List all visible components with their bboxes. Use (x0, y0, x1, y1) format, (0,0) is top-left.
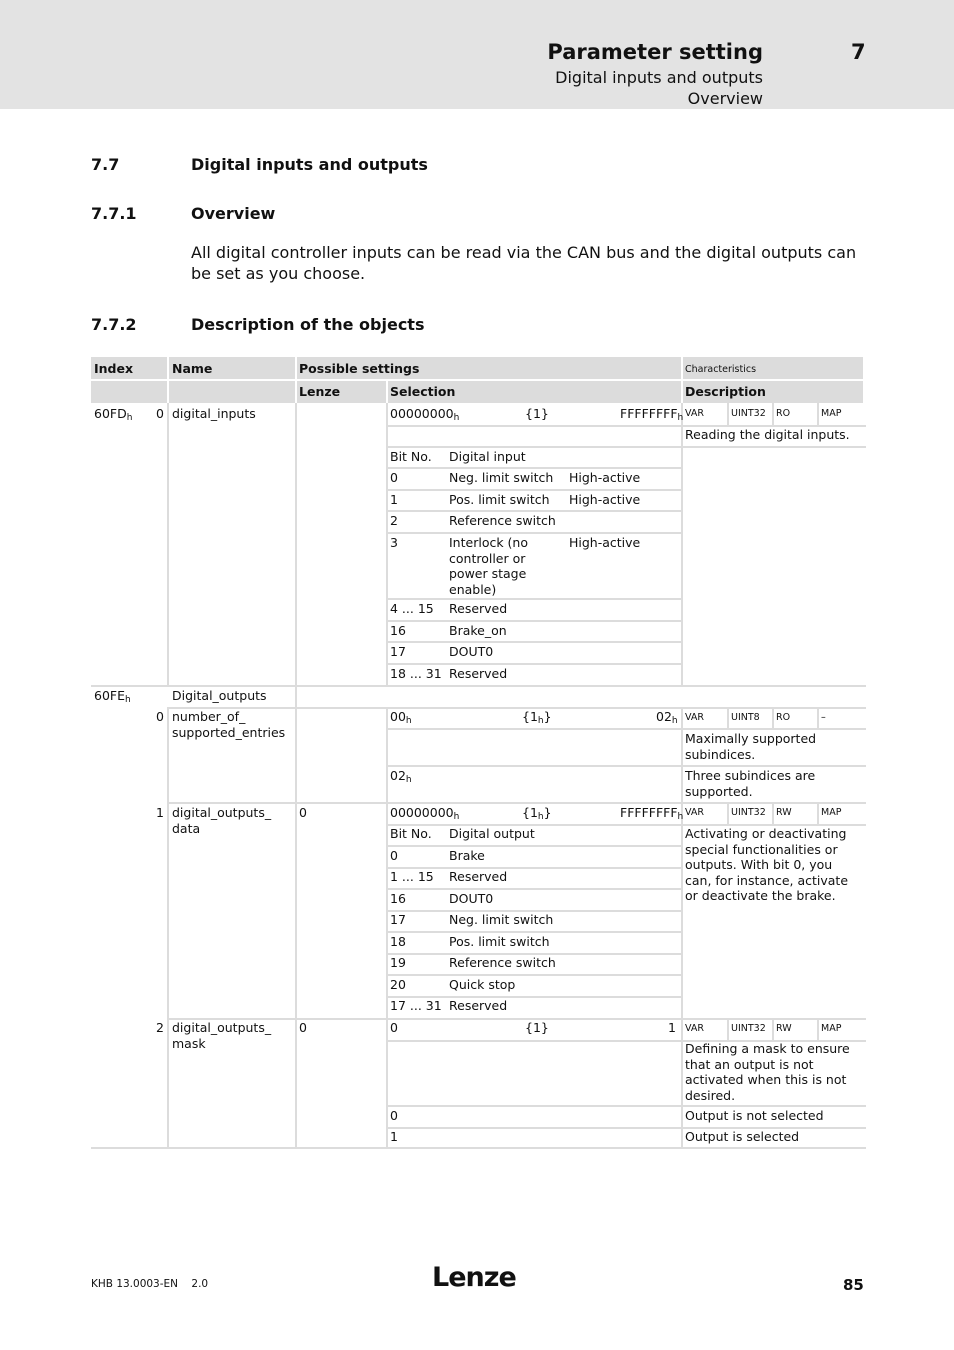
header-subtitle-1: Digital inputs and outputs (555, 68, 763, 87)
char-map: MAP (821, 408, 842, 419)
subsection-title: Description of the objects (191, 315, 425, 334)
selection-value: 1 (390, 1129, 398, 1144)
divider (91, 379, 863, 381)
object-name: digital_outputs_ data (172, 805, 272, 836)
row-divider (386, 446, 866, 448)
selection-max: $02_h$ (656, 709, 678, 726)
bit-number: 4 ... 15 (390, 601, 434, 616)
row-divider (386, 620, 683, 622)
bit-number: 18 ... 31 (390, 666, 442, 681)
row-divider (386, 663, 683, 665)
subsection-title: Overview (191, 204, 276, 223)
col-divider (295, 707, 297, 1148)
bit-number: 0 (390, 848, 398, 863)
description: Defining a mask to ensure that an output is not activated when this is not desired. (685, 1041, 850, 1103)
chapter-number: 7 (851, 40, 866, 64)
char-divider (772, 1018, 774, 1040)
index-60fd: $60FD_h$ (94, 406, 133, 423)
object-name: digital_inputs (172, 406, 256, 421)
char-access: RW (776, 1023, 792, 1034)
section-number: 7.7 (91, 155, 120, 174)
bit-meaning: Quick stop (449, 977, 516, 992)
row-divider (386, 598, 683, 600)
bit-number: 16 (390, 891, 406, 906)
row-divider (386, 489, 683, 491)
bit-header-no: Bit No. (390, 826, 432, 841)
bit-number: 17 ... 31 (390, 998, 442, 1013)
char-type: VAR (685, 712, 704, 723)
bit-meaning: DOUT0 (449, 891, 494, 906)
bit-meaning: Reserved (449, 601, 508, 616)
char-divider (727, 802, 729, 824)
selection-max: $FFFFFFFF_h$ (620, 406, 684, 423)
bit-level: High-active (569, 470, 641, 485)
char-map: MAP (821, 1023, 842, 1034)
col-divider (681, 707, 683, 1148)
col-header-characteristics: Characteristics (685, 364, 757, 375)
document-id: KHB 13.0003-EN 2.0 (91, 1278, 209, 1290)
col-header-possible-settings: Possible settings (299, 361, 420, 376)
char-type: VAR (685, 1023, 704, 1034)
object-name: number_of_ supported_entries (172, 709, 286, 740)
description: Output is selected (685, 1129, 800, 1144)
char-divider (817, 802, 819, 824)
bit-meaning: DOUT0 (449, 644, 494, 659)
subsection-number: 7.7.2 (91, 315, 137, 334)
bit-number: 18 (390, 934, 406, 949)
char-map: – (821, 712, 826, 723)
selection-max: $FFFFFFFF_h$ (620, 805, 684, 822)
col-divider (295, 685, 297, 707)
object-name: Digital_outputs (172, 688, 267, 703)
selection-step: {1} (525, 1020, 549, 1035)
char-datatype: UINT8 (731, 712, 760, 723)
col-header-description: Description (685, 384, 766, 399)
row-divider (386, 845, 683, 847)
section-title: Digital inputs and outputs (191, 155, 428, 174)
char-map: MAP (821, 807, 842, 818)
header-band (0, 0, 954, 109)
selection-step: $\{1_h\}$ (522, 805, 552, 822)
bit-meaning: Reserved (449, 869, 508, 884)
bit-meaning: Pos. limit switch (449, 934, 550, 949)
bit-number: 17 (390, 644, 406, 659)
row-divider (386, 974, 683, 976)
row-divider (386, 728, 866, 730)
selection-value: $02_h$ (390, 768, 412, 785)
subindex: 0 (156, 406, 164, 421)
char-datatype: UINT32 (731, 807, 766, 818)
col-header-lenze: Lenze (299, 384, 341, 399)
bit-meaning: Interlock (no controller or power stage enable) (449, 535, 528, 597)
bit-header-no: Bit No. (390, 449, 432, 464)
bit-number: 2 (390, 513, 398, 528)
bit-number: 17 (390, 912, 406, 927)
char-divider (817, 707, 819, 729)
char-divider (727, 1018, 729, 1040)
row-divider (386, 1105, 866, 1107)
divider (386, 381, 388, 403)
bit-header-label: Digital input (449, 449, 526, 464)
bit-number: 1 (390, 492, 398, 507)
bit-number: 3 (390, 535, 398, 550)
bit-meaning: Brake_on (449, 623, 507, 638)
selection-min: 0 (390, 1020, 398, 1035)
subsection-number: 7.7.1 (91, 204, 137, 223)
char-divider (772, 707, 774, 729)
bit-number: 19 (390, 955, 406, 970)
char-divider (772, 403, 774, 425)
row-divider (386, 888, 683, 890)
page-number: 85 (843, 1276, 864, 1294)
char-type: VAR (685, 408, 704, 419)
char-datatype: UINT32 (731, 1023, 766, 1034)
bit-header-label: Digital output (449, 826, 535, 841)
row-divider (386, 467, 683, 469)
bit-level: High-active (569, 492, 641, 507)
col-header-selection: Selection (390, 384, 456, 399)
bit-meaning: Neg. limit switch (449, 470, 554, 485)
row-divider (386, 931, 683, 933)
col-divider (386, 707, 388, 1148)
selection-min: $00000000_h$ (390, 805, 460, 822)
char-divider (817, 403, 819, 425)
row-divider (386, 532, 683, 534)
lenze-default: 0 (299, 805, 307, 820)
subindex: 1 (156, 805, 164, 820)
bit-meaning: Pos. limit switch (449, 492, 550, 507)
row-divider (386, 510, 683, 512)
selection-min: $00_h$ (390, 709, 412, 726)
char-divider (727, 707, 729, 729)
char-divider (772, 802, 774, 824)
table-bottom-rule (91, 1147, 866, 1149)
lenze-logo: Lenze (432, 1262, 516, 1293)
bit-meaning: Neg. limit switch (449, 912, 554, 927)
row-divider (386, 641, 683, 643)
row-divider (386, 765, 866, 767)
header-subtitle-2: Overview (687, 89, 763, 108)
bit-number: 16 (390, 623, 406, 638)
subindex: 2 (156, 1020, 164, 1035)
row-divider (167, 802, 866, 804)
col-divider (167, 707, 169, 1148)
char-type: VAR (685, 807, 704, 818)
char-access: RO (776, 408, 791, 419)
bit-number: 0 (390, 470, 398, 485)
col-divider (167, 403, 169, 685)
bit-meaning: Reserved (449, 998, 508, 1013)
char-divider (727, 403, 729, 425)
index-60fe: $60FE_h$ (94, 688, 131, 705)
bit-meaning: Reference switch (449, 955, 556, 970)
col-header-name: Name (172, 361, 213, 376)
bit-meaning: Reserved (449, 666, 508, 681)
description: Maximally supported subindices. (685, 731, 817, 762)
intro-paragraph: All digital controller inputs can be read via the CAN bus and the digital outputs can be set as you choose. (191, 243, 857, 283)
char-datatype: UINT32 (731, 408, 766, 419)
col-divider (295, 403, 297, 685)
selection-step: $\{1_h\}$ (522, 709, 552, 726)
object-name: digital_outputs_ mask (172, 1020, 272, 1051)
description: Output is not selected (685, 1108, 824, 1123)
description: Three subindices are supported. (685, 768, 816, 799)
char-access: RO (776, 712, 791, 723)
bit-number: 1 ... 15 (390, 869, 434, 884)
description: Activating or deactivating special functionalities or outputs. With bit 0, you can, for instance, activate or deactivate the brake. (685, 826, 849, 903)
bit-number: 20 (390, 977, 406, 992)
char-divider (817, 1018, 819, 1040)
char-access: RW (776, 807, 792, 818)
col-header-index: Index (94, 361, 134, 376)
description: Reading the digital inputs. (685, 427, 850, 442)
bit-level: High-active (569, 535, 641, 550)
chapter-title: Parameter setting (547, 40, 763, 64)
selection-max: 1 (668, 1020, 676, 1035)
row-divider (91, 685, 866, 687)
lenze-default: 0 (299, 1020, 307, 1035)
selection-value: 0 (390, 1108, 398, 1123)
selection-min: $00000000_h$ (390, 406, 460, 423)
bit-meaning: Reference switch (449, 513, 556, 528)
subindex: 0 (156, 709, 164, 724)
selection-step: {1} (525, 406, 549, 421)
bit-meaning: Brake (449, 848, 485, 863)
